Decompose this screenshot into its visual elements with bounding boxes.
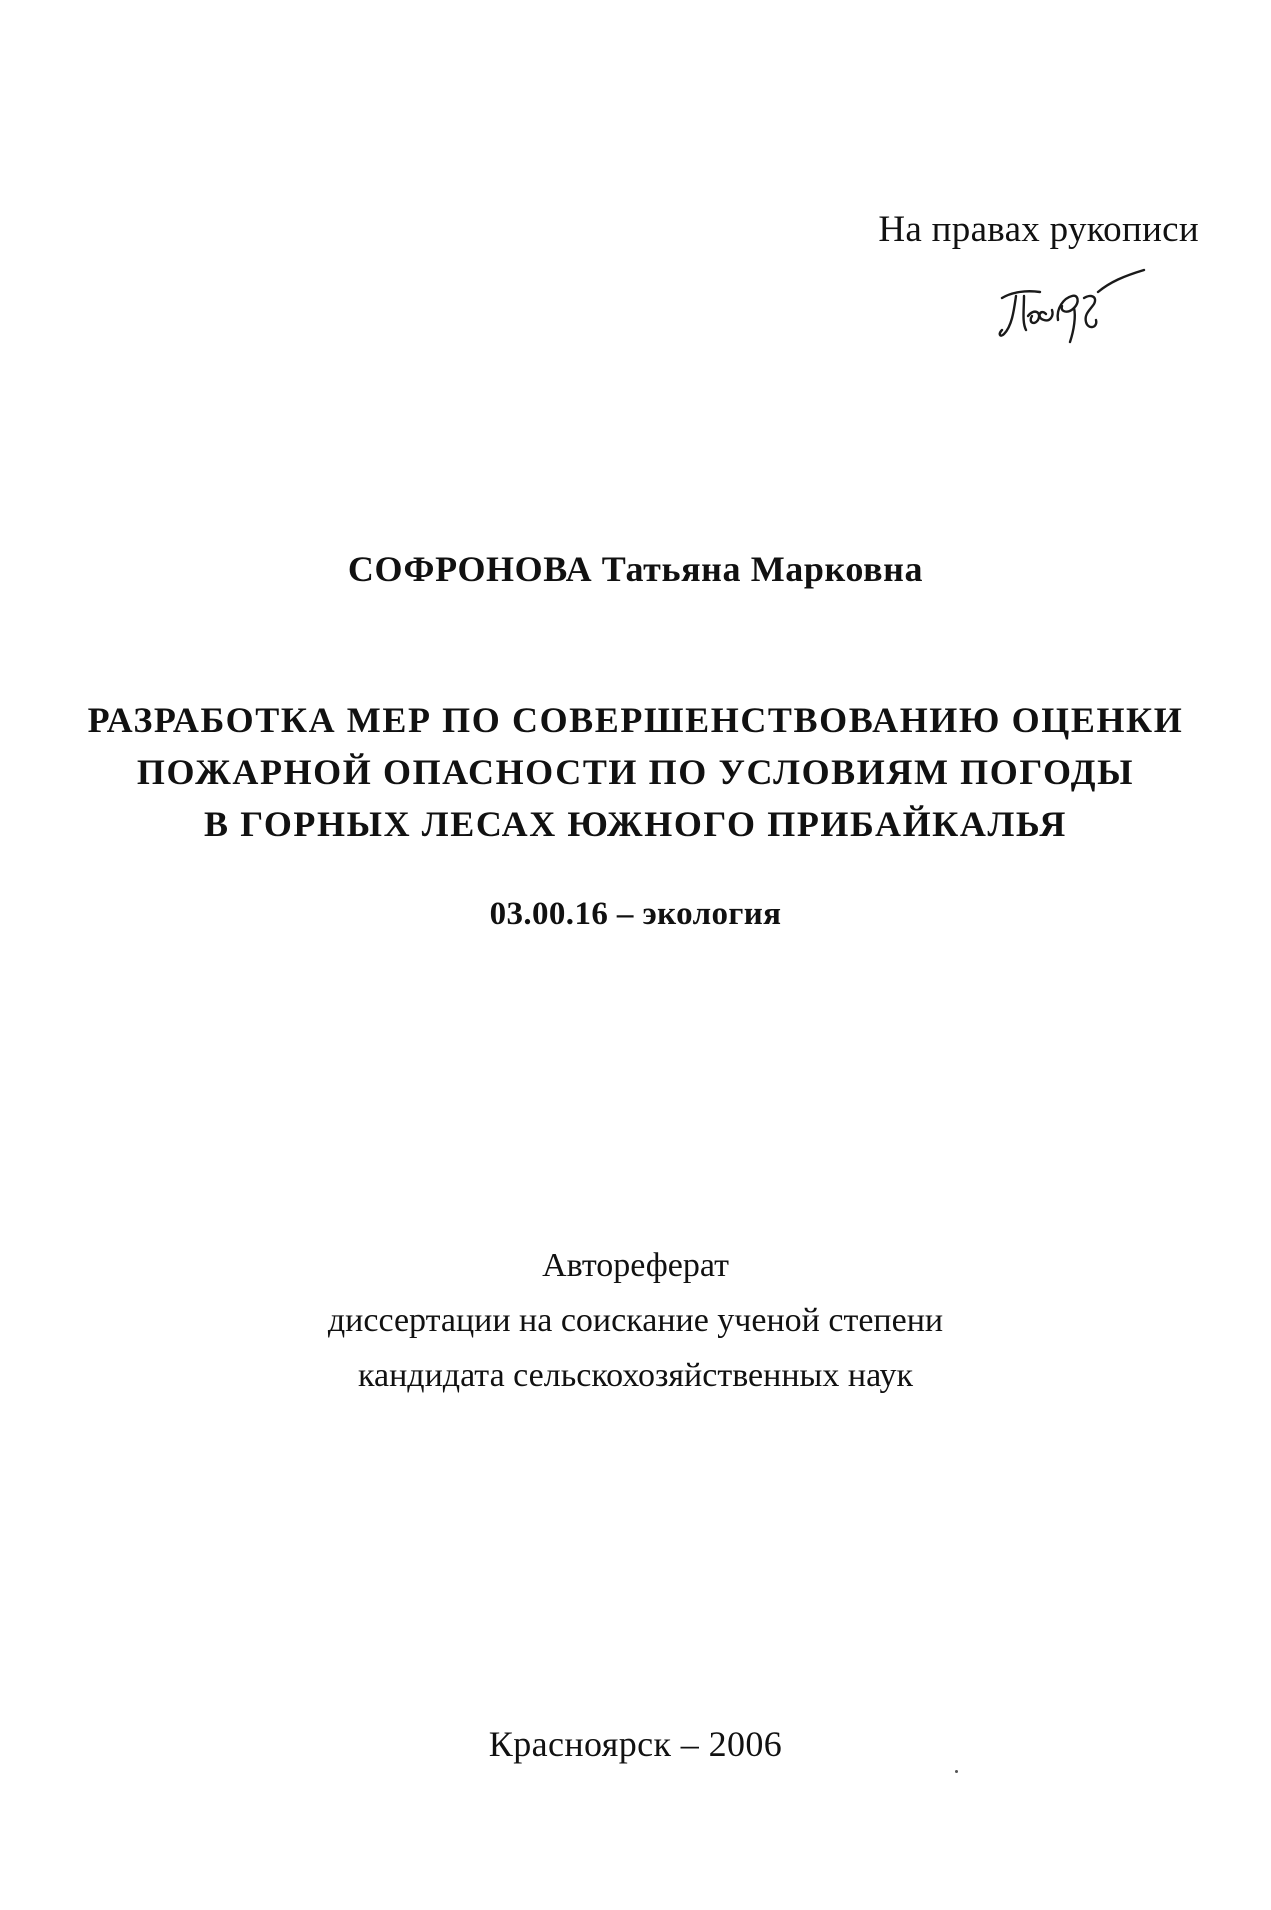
- author-name: СОФРОНОВА Татьяна Марковна: [347, 549, 924, 589]
- dissertation-title: [0, 694, 1271, 850]
- title-line: ПОЖАРНОЙ ОПАСНОСТИ ПО УСЛОВИЯМ ПОГОДЫ: [136, 752, 1135, 792]
- handwritten-signature: [994, 252, 1154, 352]
- abstract-description: [0, 1238, 1271, 1403]
- abstract-line: диссертации на соискание ученой степени: [327, 1302, 944, 1339]
- specialty-code: 03.00.16 – экология: [489, 896, 782, 932]
- city-year: Красноярск – 2006: [488, 1724, 783, 1764]
- title-line: В ГОРНЫХ ЛЕСАХ ЮЖНОГО ПРИБАЙКАЛЬЯ: [204, 804, 1067, 844]
- abstract-line: кандидата сельскохозяйственных наук: [358, 1357, 913, 1394]
- manuscript-rights-note: На правах рукописи: [878, 209, 1199, 250]
- scan-speck: [955, 1770, 958, 1773]
- title-line: РАЗРАБОТКА МЕР ПО СОВЕРШЕНСТВОВАНИЮ ОЦЕНКИ: [87, 700, 1184, 740]
- abstract-line: Автореферат: [542, 1247, 729, 1284]
